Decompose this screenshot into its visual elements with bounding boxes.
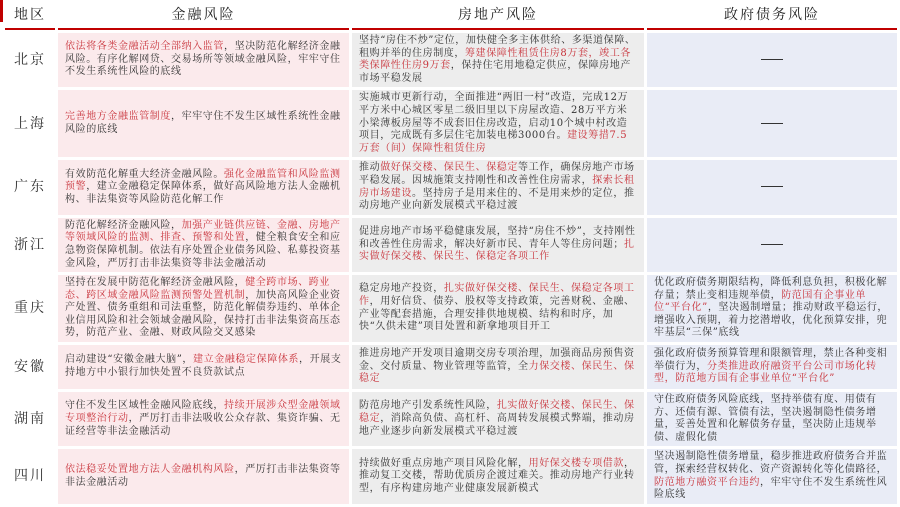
policy-text: 实施城市更新行动，全面推进“两旧一村”改造，完成12万平方米中心城区零星二级旧里以下房屋改造、28万平方米小梁薄板房屋等不成套旧住房改造，启动10个城中村改造项目，完成既有多层住宅加装电梯3000台。 [359, 92, 629, 142]
region-name: 浙江 [5, 218, 55, 272]
highlighted-policy-text: 完善地方金融监管制度 [65, 111, 171, 123]
highlighted-policy-text: 依法将各类金融活动全部纳入监管 [65, 41, 224, 53]
policy-text: ，牢牢守住不发生区域性系统性金融风险的底线 [65, 111, 341, 135]
not-applicable-dash [761, 59, 783, 60]
policy-text: ，保持住宅用地稳定供应，保障房地产市场平稳发展 [359, 60, 631, 84]
policy-text: 坚持“房住不炒”定位，加快健全多主体供给、多渠道保障、租购并举的住房制度， [359, 35, 636, 59]
highlighted-policy-text: 扎实做好保交楼、保民生、保稳定各项工作 [359, 283, 635, 307]
table-row [5, 33, 897, 87]
financial-risk-cell [58, 345, 349, 389]
policy-text: 有效防范化解重大经济金融风险。 [65, 168, 224, 180]
financial-risk-cell [58, 160, 349, 214]
header-real-estate-risk: 房地产风险 [352, 0, 644, 30]
policy-text: ，加快高风险企业资产处置、债务重组和司法重整，防范化解债券违约、单体企业信用风险和社会领域金融风险，保持打击非法集资高压态势，防范产业、金融、财政风险交叉感染 [65, 289, 341, 339]
policy-text: ，消除高负债、高杠杆、高周转发展模式弊端，推动房地产业逐步向新发展模式平稳过渡 [359, 412, 635, 437]
real-estate-risk-cell [352, 90, 644, 157]
government-debt-risk-cell [647, 160, 897, 214]
policy-text: 强化政府债务预算管理和限额管理，禁止各种变相举债行为， [654, 348, 888, 372]
table-row [5, 392, 897, 446]
government-debt-risk-cell [647, 218, 897, 272]
highlighted-policy-text: 扎实做好保交楼、保民生、保稳定各项工作 [359, 238, 635, 263]
highlighted-policy-text: 建立金融稳定保障体系 [193, 354, 300, 366]
policy-text: 持续做好重点房地产项目风险化解， [359, 457, 529, 469]
policy-text: ，健全粮食安全和应急物资保障机制。依法有序处置企业债务风险、私募投资基金风险，严厉打击非法集资等非法金融活动 [65, 232, 341, 269]
policy-text: 防范化解经济金融风险， [65, 219, 182, 231]
region-name: 湖南 [5, 392, 55, 446]
real-estate-risk-cell [352, 345, 644, 389]
region-name: 广东 [5, 160, 55, 214]
policy-text: ，坚决防范化解经济金融风险。有序化解网贷、交易场所等领域金融风险，牢牢守住不发生系统性风险的底线 [65, 41, 341, 78]
government-debt-risk-cell [647, 275, 897, 342]
government-debt-risk-cell [647, 345, 897, 389]
policy-text: 稳定房地产投资， [359, 283, 444, 295]
real-estate-risk-cell [352, 449, 644, 503]
real-estate-risk-cell [352, 218, 644, 272]
policy-text: ，用好信贷、债券、股权等支持政策，完善财税、金融、产业等配套措施，合理安排供地规模、结构和时序，加快“久供未建”项目处置和新拿地项目开工 [359, 295, 635, 333]
region-name: 上海 [5, 90, 55, 157]
highlighted-policy-text: 防范地方融资平台违约 [654, 476, 760, 488]
table-header [5, 0, 897, 30]
government-debt-risk-cell [647, 449, 897, 503]
highlighted-policy-text: 建设筹措7.5万套（间）保障性租赁住房 [359, 130, 628, 154]
region-name: 安徽 [5, 345, 55, 389]
real-estate-risk-cell [352, 33, 644, 87]
policy-text: 坚持在发展中防范化解经济金融风险， [65, 277, 246, 289]
policy-text: 推进房地产开发项目逾期交房专项治理，加强商品房预售资金、交付质量、物业管理等监管，全 [359, 348, 635, 372]
policy-text: 启动建设“安徽金融大脑”， [65, 354, 194, 366]
policy-text: 。坚持房子是用来住的、不是用来炒的定位，推动房地产业向新发展模式平稳过渡 [359, 187, 635, 212]
real-estate-risk-cell [352, 392, 644, 446]
highlighted-policy-text: 依法稳妥处置地方法人金融机构风险 [65, 464, 235, 476]
financial-risk-cell [58, 90, 349, 157]
table-row [5, 218, 897, 272]
table-row [5, 160, 897, 214]
financial-risk-cell [58, 218, 349, 272]
highlighted-policy-text: 持续开展涉众型金融领域专项整治行动 [65, 400, 341, 424]
region-name: 重庆 [5, 275, 55, 342]
header-financial-risk: 金融风险 [58, 0, 349, 30]
table-row [5, 345, 897, 389]
not-applicable-dash [761, 186, 783, 187]
government-debt-risk-cell [647, 90, 897, 157]
policy-text: ，坚决遏制增量；推动财政平稳运行，增强收入预期，着力挖潜增收，优化预算安排，兜牢基层“三保”底线 [654, 302, 889, 339]
policy-text: ，严厉打击非法吸收公众存款、集资诈骗、无证经营等非法金融活动 [65, 412, 341, 437]
policy-text: ，严厉打击非法集资等非法金融活动 [65, 464, 341, 488]
policy-text: 守住不发生区域性金融风险底线， [65, 400, 224, 412]
financial-risk-cell [58, 33, 349, 87]
table-row [5, 449, 897, 503]
header-region: 地区 [5, 0, 55, 30]
highlighted-policy-text: 强化金融监管和风险监测预警 [65, 168, 341, 193]
financial-risk-cell [58, 392, 349, 446]
highlighted-policy-text: 防范国有企事业单位“平台化” [654, 289, 867, 314]
header-government-debt-risk: 政府债务风险 [647, 0, 897, 30]
highlighted-policy-text: 扎实做好保交楼、保民生、保稳定 [359, 400, 635, 424]
real-estate-risk-cell [352, 160, 644, 214]
policy-text: 守住政府债务风险底线，坚持举债有度、用债有方、还债有源、管债有法，坚决遏制隐性债务增量，妥善处置和化解债务存量，坚决防止违规举债、虚假化债 [654, 394, 877, 443]
policy-text: ，开展支持地方中小银行加快处置不良贷款试点 [65, 354, 342, 379]
policy-text: 促进房地产市场平稳健康发展，坚持“房住不炒”，支持刚性和改善性住房需求，解决好新市民、青年人等住房问题； [359, 226, 636, 250]
highlighted-policy-text: 力保交楼、保民生、保稳定 [359, 360, 635, 385]
policy-text: 防范房地产引发系统性风险， [359, 400, 497, 412]
highlighted-policy-text: 用好保交楼专项借款 [528, 457, 625, 469]
financial-risk-cell [58, 275, 349, 342]
table-row [5, 90, 897, 157]
not-applicable-dash [761, 244, 783, 245]
risk-table [2, 0, 900, 507]
highlighted-policy-text: 筹建保障性租赁住房8万套，竣工各类保障性住房9万套 [359, 47, 631, 72]
policy-text: 等工作，确保房地产市场平稳发展。因城施策支持刚性和改善性住房需求， [359, 162, 635, 186]
government-debt-risk-cell [647, 392, 897, 446]
region-name: 北京 [5, 33, 55, 87]
government-debt-risk-cell [647, 33, 897, 87]
real-estate-risk-cell [352, 275, 644, 342]
region-name: 四川 [5, 449, 55, 503]
policy-text: 推动 [359, 162, 381, 174]
policy-text: ，建立金融稳定保障体系，做好高风险地方法人金融机构、非法集资等风险防范化解工作 [65, 181, 341, 205]
policy-text: ，牢牢守住不发生系统性风险底线 [654, 476, 888, 501]
policy-text: 优化政府债务期限结构，降低利息负担，积极化解存量；禁止变相违规举债， [654, 277, 888, 301]
policy-text: 坚决遏制隐性债务增量，稳步推进政府债务合并监管，探索经营权转化、资产资源转化等化债路径， [654, 451, 888, 476]
highlighted-policy-text: 分类推进政府融资平台公司市场化转型，防范地方国有企事业单位“平台化” [654, 360, 877, 385]
highlighted-policy-text: 加强产业链供应链、金融、房地产等领域风险的监测、排查、预警和处置 [65, 219, 341, 244]
policy-text: ，推动复工交楼，帮助优质房企渡过难关。推动房地产行业转型，有序构建房地产业健康发展新模式 [359, 457, 635, 494]
financial-risk-cell [58, 449, 349, 503]
highlighted-policy-text: 做好保交楼、保民生、保稳定 [380, 162, 519, 174]
highlighted-policy-text: 健全跨市场、跨业态、跨区域金融风险监测预警处置机制 [65, 277, 331, 301]
highlighted-policy-text: 探索长租房市场建设 [359, 174, 635, 199]
table-row [5, 275, 897, 342]
not-applicable-dash [761, 123, 783, 124]
